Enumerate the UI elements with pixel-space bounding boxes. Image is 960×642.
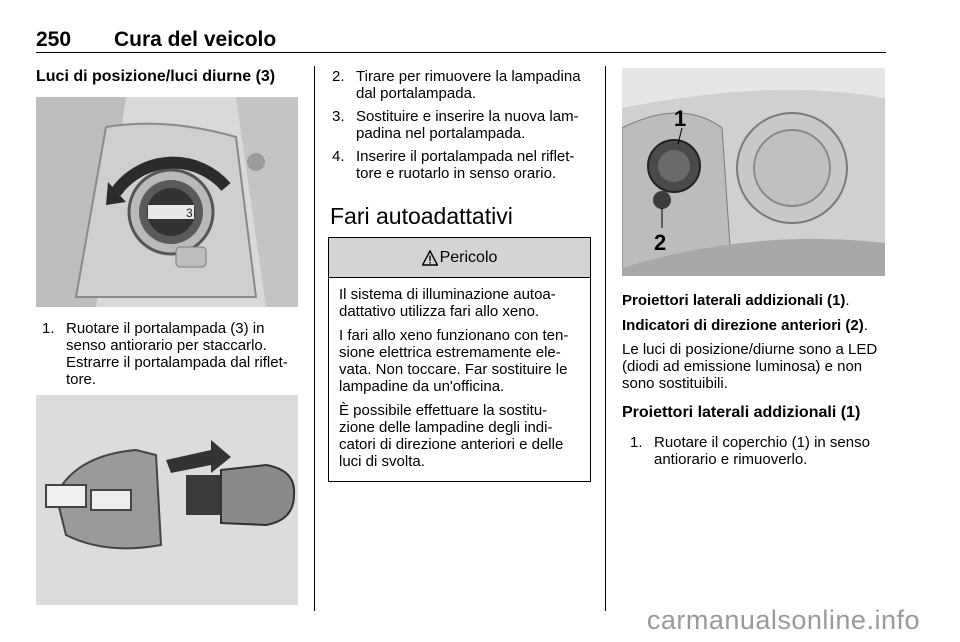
step-text: Inserire il portalampada nel riflet-tore e ruotarlo in senso orario. [356, 148, 575, 182]
column-divider-2 [605, 66, 606, 611]
section-heading-side-lights: Proiettori laterali addizionali (1) [622, 404, 861, 421]
warning-header [329, 238, 590, 278]
step-number: 3. [332, 108, 345, 125]
step-number: 1. [630, 434, 643, 451]
step-text: Ruotare il coperchio (1) in senso antiorario e rimuoverlo. [654, 434, 870, 468]
caption-text: Indicatori di direzione anteriori (2) [622, 317, 864, 334]
list-item [332, 148, 594, 182]
warning-icon [422, 250, 438, 266]
list-item [332, 68, 594, 102]
chapter-title: Cura del veicolo [114, 28, 277, 51]
section-heading-position-lights: Luci di posizione/luci diurne (3) [36, 68, 276, 85]
caption-period: . [863, 317, 868, 334]
column-divider-1 [314, 66, 315, 611]
warning-paragraph: Il sistema di illuminazione autoa-dattativo utilizza fari allo xeno. [339, 286, 556, 320]
steps-right [630, 434, 884, 474]
figure-bulb-removal [36, 395, 298, 605]
figure-lamp-holder-in-reflector [36, 97, 298, 307]
step-number: 2. [332, 68, 345, 85]
step-text: Tirare per rimuovere la lampadina dal portalampada. [356, 68, 581, 102]
caption-side-lights [622, 292, 850, 309]
warning-body [329, 278, 590, 470]
figure-label-2: 2 [654, 230, 667, 255]
list-item [42, 320, 300, 388]
caption-turn-indicators [622, 317, 868, 334]
watermark: carmanualsonline.info [646, 605, 920, 635]
warning-box [328, 237, 591, 482]
section-heading-adaptive-lights: Fari autoadattativi [330, 203, 513, 229]
step-number: 1. [42, 320, 55, 337]
step-text: Sostituire e inserire la nuova lam-padina nel portalampada. [356, 108, 579, 142]
header-rule [36, 52, 886, 53]
page-number: 250 [36, 28, 72, 51]
warning-title: Pericolo [439, 248, 498, 266]
step-text: Ruotare il portalampada (3) in senso antiorario per staccarlo. Estrarre il portalampada dal riflet-tore. [66, 320, 288, 388]
figure-headlamp-rear [622, 68, 885, 276]
warning-paragraph: I fari allo xeno funzionano con ten-sione elettrica estremamente ele-vata. Non toccare. Far sostituire le lampadine da un'officina. [339, 327, 569, 395]
steps-left [42, 320, 300, 394]
figure-label-1: 1 [674, 106, 687, 131]
paragraph-led-info: Le luci di posizione/diurne sono a LED (diodi ad emissione luminosa) e non sono sostituibili. [622, 341, 878, 392]
step-number: 4. [332, 148, 345, 165]
caption-text: Proiettori laterali addizionali (1) [622, 292, 846, 309]
list-item [332, 108, 594, 142]
caption-period: . [845, 292, 850, 309]
list-item [630, 434, 884, 468]
svg-text:3: 3 [186, 206, 193, 220]
warning-paragraph: È possibile effettuare la sostitu-zione delle lampadine degli indi-catori di direzione anteriori e delle luci di svolta. [339, 402, 564, 470]
steps-middle [332, 68, 594, 188]
